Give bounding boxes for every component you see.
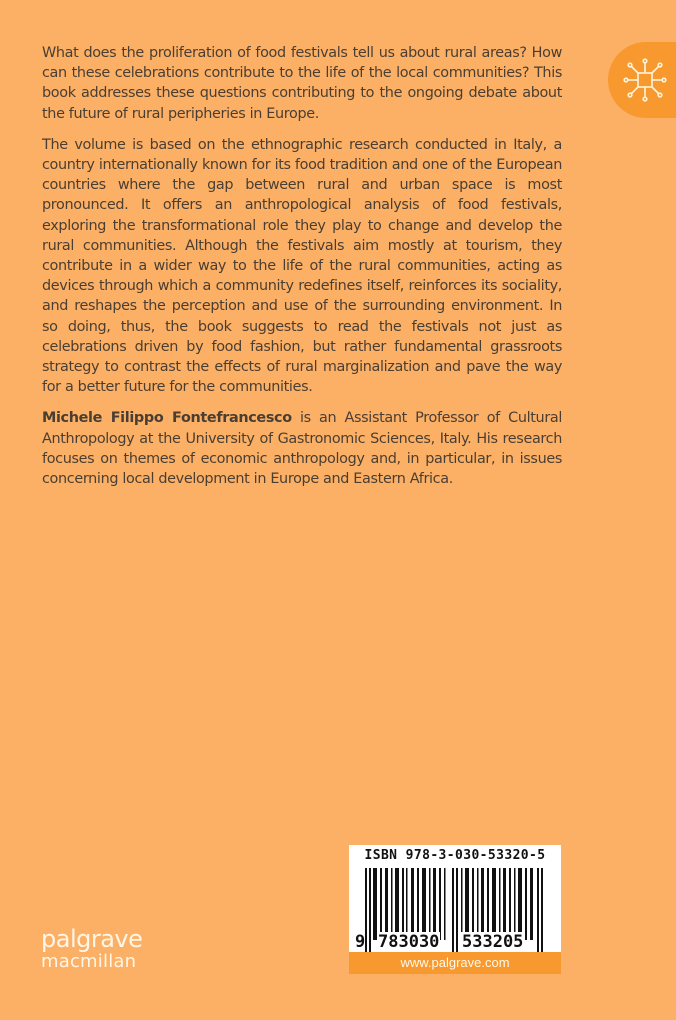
blurb-paragraph-1: What does the proliferation of food festivals tell us about rural areas? How can these celebrations contribute to the life of the local communities? This book addresses these questions contributing to the ongoing debate about the future of rural peripheries in Europe.: [42, 45, 562, 122]
blurb-paragraph-2: The volume is based on the ethnographic research conducted in Italy, a country internationally known for its food tradition and one of the European countries where the gap between rural and urban space is most pronounced. It offers an anthropological analysis of food festivals, exploring the transformational role they play to change and develop the rural communities. Although the festivals aim mostly at tourism, they contribute in a wider way to the life of the rural communities, acting as devices through which a community redefines itself, reinforces its sociality, and reshapes the perception and use of the surrounding environment. In so doing, thus, the book suggests to read the festivals not just as celebrations driven by food fashion, but rather fundamental grassroots strategy to contrast the effects of rural marginalization and pave the way for a better future for the communities.: [42, 136, 562, 396]
barcode-digits: [355, 932, 555, 952]
author-bio: [42, 408, 562, 489]
publisher-line-1: palgrave: [41, 925, 143, 953]
publisher-website: www.palgrave.com: [349, 952, 561, 974]
palgrave-circuit-icon: [622, 57, 668, 103]
author-bio-text: is an Assistant Professor of Cultural Anthropology at the University of Gastronomic Sciences, Italy. His research focuses on themes of economic anthropology and, in particular, in issues concerning local development in Europe and Eastern Africa.: [42, 410, 562, 488]
barcode-digits-right: 533205: [462, 932, 524, 952]
isbn-label: ISBN 978-3-030-53320-5: [364, 848, 546, 863]
publisher-wordmark: [41, 926, 142, 972]
barcode-digits-left: 783030: [378, 932, 440, 952]
author-name: Michele Filippo Fontefrancesco: [42, 410, 292, 427]
publisher-line-2: macmillan: [41, 951, 137, 972]
isbn-barcode: [349, 845, 561, 974]
publisher-logo-tab: [608, 42, 676, 118]
back-cover-blurb: [42, 43, 562, 500]
barcode-digit-first: 9: [355, 932, 366, 952]
